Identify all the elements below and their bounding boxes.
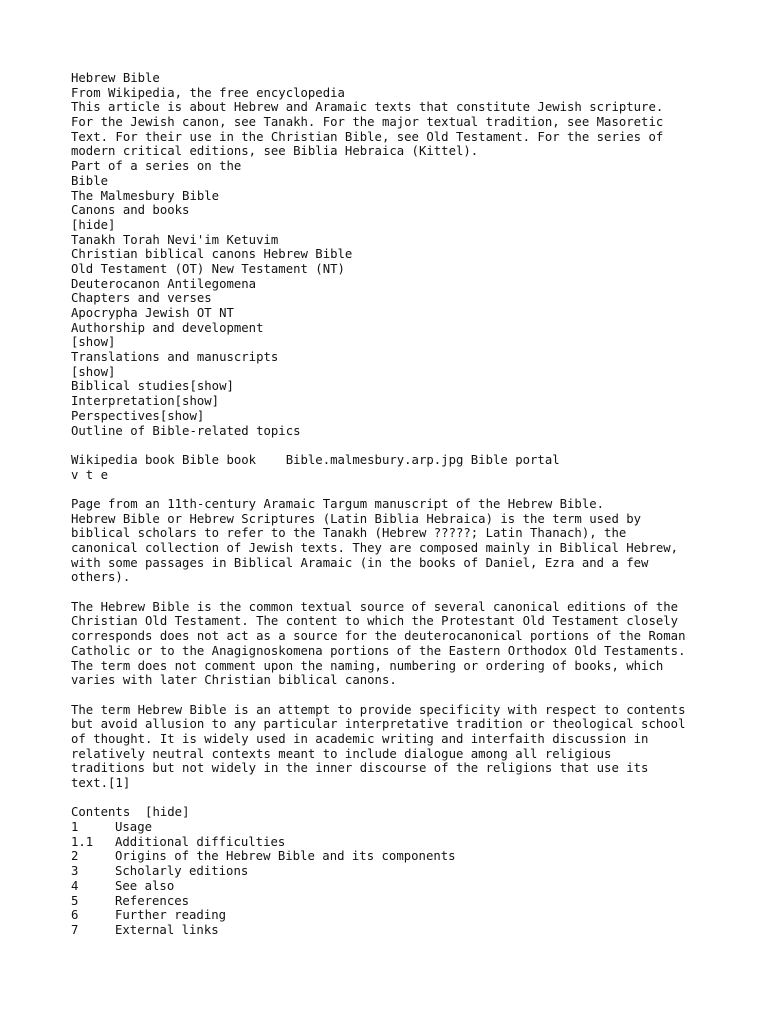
toc-item-number: 2 bbox=[71, 849, 79, 864]
canon-line[interactable]: Tanakh Torah Nevi'im Ketuvim bbox=[71, 232, 279, 247]
hatnote-line: modern critical editions, see Biblia Hebraica (Kittel). bbox=[71, 144, 479, 159]
translations-heading: Translations and manuscripts bbox=[71, 350, 279, 365]
hatnote-line: For the Jewish canon, see Tanakh. For the major textual tradition, see Masoretic bbox=[71, 115, 664, 130]
toc-item-label[interactable]: Origins of the Hebrew Bible and its components bbox=[115, 849, 456, 864]
toc-item-number: 4 bbox=[71, 878, 79, 893]
paragraph-line: biblical scholars to refer to the Tanakh (Hebrew ?????; Latin Thanach), the bbox=[71, 526, 627, 541]
hatnote-line: This article is about Hebrew and Aramaic texts that constitute Jewish scripture. bbox=[71, 100, 664, 115]
canons-hide-toggle[interactable]: [hide] bbox=[71, 217, 116, 232]
paragraph-2 bbox=[71, 600, 741, 688]
paragraph-line: others). bbox=[71, 570, 131, 585]
toc-item[interactable] bbox=[71, 894, 741, 909]
toc-item-label[interactable]: Scholarly editions bbox=[115, 864, 249, 879]
paragraph-line: The term Hebrew Bible is an attempt to provide specificity with respect to contents bbox=[71, 702, 686, 717]
series-sidebar bbox=[71, 159, 741, 482]
toc-item[interactable] bbox=[71, 849, 741, 864]
paragraph-line: Catholic or to the Anagignoskomena portions of the Eastern Orthodox Old Testaments. bbox=[71, 643, 686, 658]
canon-line[interactable]: Old Testament (OT) New Testament (NT) bbox=[71, 261, 345, 276]
paragraph-1 bbox=[71, 512, 741, 585]
article-page bbox=[71, 71, 741, 938]
toc-item-label[interactable]: Additional difficulties bbox=[115, 834, 286, 849]
paragraph-line: varies with later Christian biblical canons. bbox=[71, 673, 397, 688]
paragraph-line: traditions but not widely in the inner discourse of the religions that use its bbox=[71, 761, 649, 776]
vte-links[interactable]: v t e bbox=[71, 467, 109, 482]
spacer bbox=[71, 585, 741, 600]
toc-item-number: 1.1 bbox=[71, 834, 94, 849]
paragraph-line: Hebrew Bible or Hebrew Scriptures (Latin Biblia Hebraica) is the term used by bbox=[71, 511, 642, 526]
toc-item[interactable] bbox=[71, 923, 741, 938]
biblical-studies-toggle[interactable]: Biblical studies[show] bbox=[71, 379, 234, 394]
spacer bbox=[71, 688, 741, 703]
toc-heading: Contents bbox=[71, 805, 146, 820]
toc-item-label[interactable]: Further reading bbox=[115, 908, 227, 923]
paragraph-line: canonical collection of Jewish texts. They are composed mainly in Biblical Hebrew, bbox=[71, 541, 679, 555]
toc-item-label[interactable]: External links bbox=[115, 922, 219, 937]
paragraph-line: relatively neutral contexts meant to include dialogue among all religious bbox=[71, 746, 612, 761]
toc-item-label[interactable]: References bbox=[115, 893, 190, 908]
paragraph-line: with some passages in Biblical Aramaic (in the books of Daniel, Ezra and a few bbox=[71, 555, 649, 570]
interpretation-toggle[interactable]: Interpretation[show] bbox=[71, 394, 220, 409]
portal-line[interactable]: Wikipedia book Bible book Bible.malmesbury.arp.jpg Bible portal bbox=[71, 452, 560, 467]
hatnote bbox=[71, 100, 741, 159]
canon-line[interactable]: Deuterocanon Antilegomena bbox=[71, 276, 257, 291]
series-name[interactable]: Bible bbox=[71, 173, 109, 188]
toc-item[interactable] bbox=[71, 835, 741, 850]
toc-item-number: 7 bbox=[71, 922, 79, 937]
paragraph-line: The term does not comment upon the naming, numbering or ordering of books, which bbox=[71, 658, 664, 673]
toc-item[interactable] bbox=[71, 864, 741, 879]
toc-item-label[interactable]: Usage bbox=[115, 820, 153, 835]
spacer bbox=[71, 791, 741, 806]
toc-item[interactable] bbox=[71, 908, 741, 923]
paragraph-line: text.[1] bbox=[71, 776, 131, 790]
canon-line[interactable]: Christian biblical canons Hebrew Bible bbox=[71, 247, 353, 262]
spacer bbox=[71, 438, 741, 453]
table-of-contents bbox=[71, 805, 741, 937]
translations-show-toggle[interactable]: [show] bbox=[71, 364, 116, 379]
paragraph-line: of thought. It is widely used in academic writing and interfaith discussion in bbox=[71, 731, 649, 746]
paragraph-line: but avoid allusion to any particular interpretative tradition or theological school bbox=[71, 717, 686, 732]
sidebar-image-caption: The Malmesbury Bible bbox=[71, 188, 220, 203]
perspectives-toggle[interactable]: Perspectives[show] bbox=[71, 408, 205, 423]
figure-caption: Page from an 11th-century Aramaic Targum manuscript of the Hebrew Bible. bbox=[71, 496, 605, 511]
paragraph-3 bbox=[71, 703, 741, 791]
toc-item[interactable] bbox=[71, 879, 741, 894]
paragraph-line: Christian Old Testament. The content to which the Protestant Old Testament closely bbox=[71, 614, 679, 629]
hatnote-line: Text. For their use in the Christian Bible, see Old Testament. For the series of bbox=[71, 129, 664, 144]
toc-item-number: 6 bbox=[71, 908, 79, 923]
toc-item-number: 3 bbox=[71, 864, 79, 879]
article-title: Hebrew Bible bbox=[71, 71, 160, 85]
outline-link[interactable]: Outline of Bible-related topics bbox=[71, 423, 301, 438]
canon-line[interactable]: Chapters and verses bbox=[71, 291, 212, 306]
paragraph-line: The Hebrew Bible is the common textual source of several canonical editions of the bbox=[71, 599, 679, 614]
series-intro: Part of a series on the bbox=[71, 159, 242, 174]
toc-hide-toggle[interactable]: [hide] bbox=[145, 805, 190, 820]
paragraph-line: corresponds does not act as a source for the deuterocanonical portions of the Roman bbox=[71, 629, 686, 644]
canon-line[interactable]: Apocrypha Jewish OT NT bbox=[71, 306, 234, 320]
toc-item-number: 1 bbox=[71, 820, 79, 835]
article-source: From Wikipedia, the free encyclopedia bbox=[71, 85, 345, 100]
authorship-heading: Authorship and development bbox=[71, 320, 264, 335]
authorship-show-toggle[interactable]: [show] bbox=[71, 335, 116, 350]
spacer bbox=[71, 482, 741, 497]
toc-heading-row bbox=[71, 805, 741, 820]
canons-heading: Canons and books bbox=[71, 203, 190, 218]
toc-item[interactable] bbox=[71, 820, 741, 835]
toc-item-number: 5 bbox=[71, 893, 79, 908]
toc-item-label[interactable]: See also bbox=[115, 878, 175, 893]
